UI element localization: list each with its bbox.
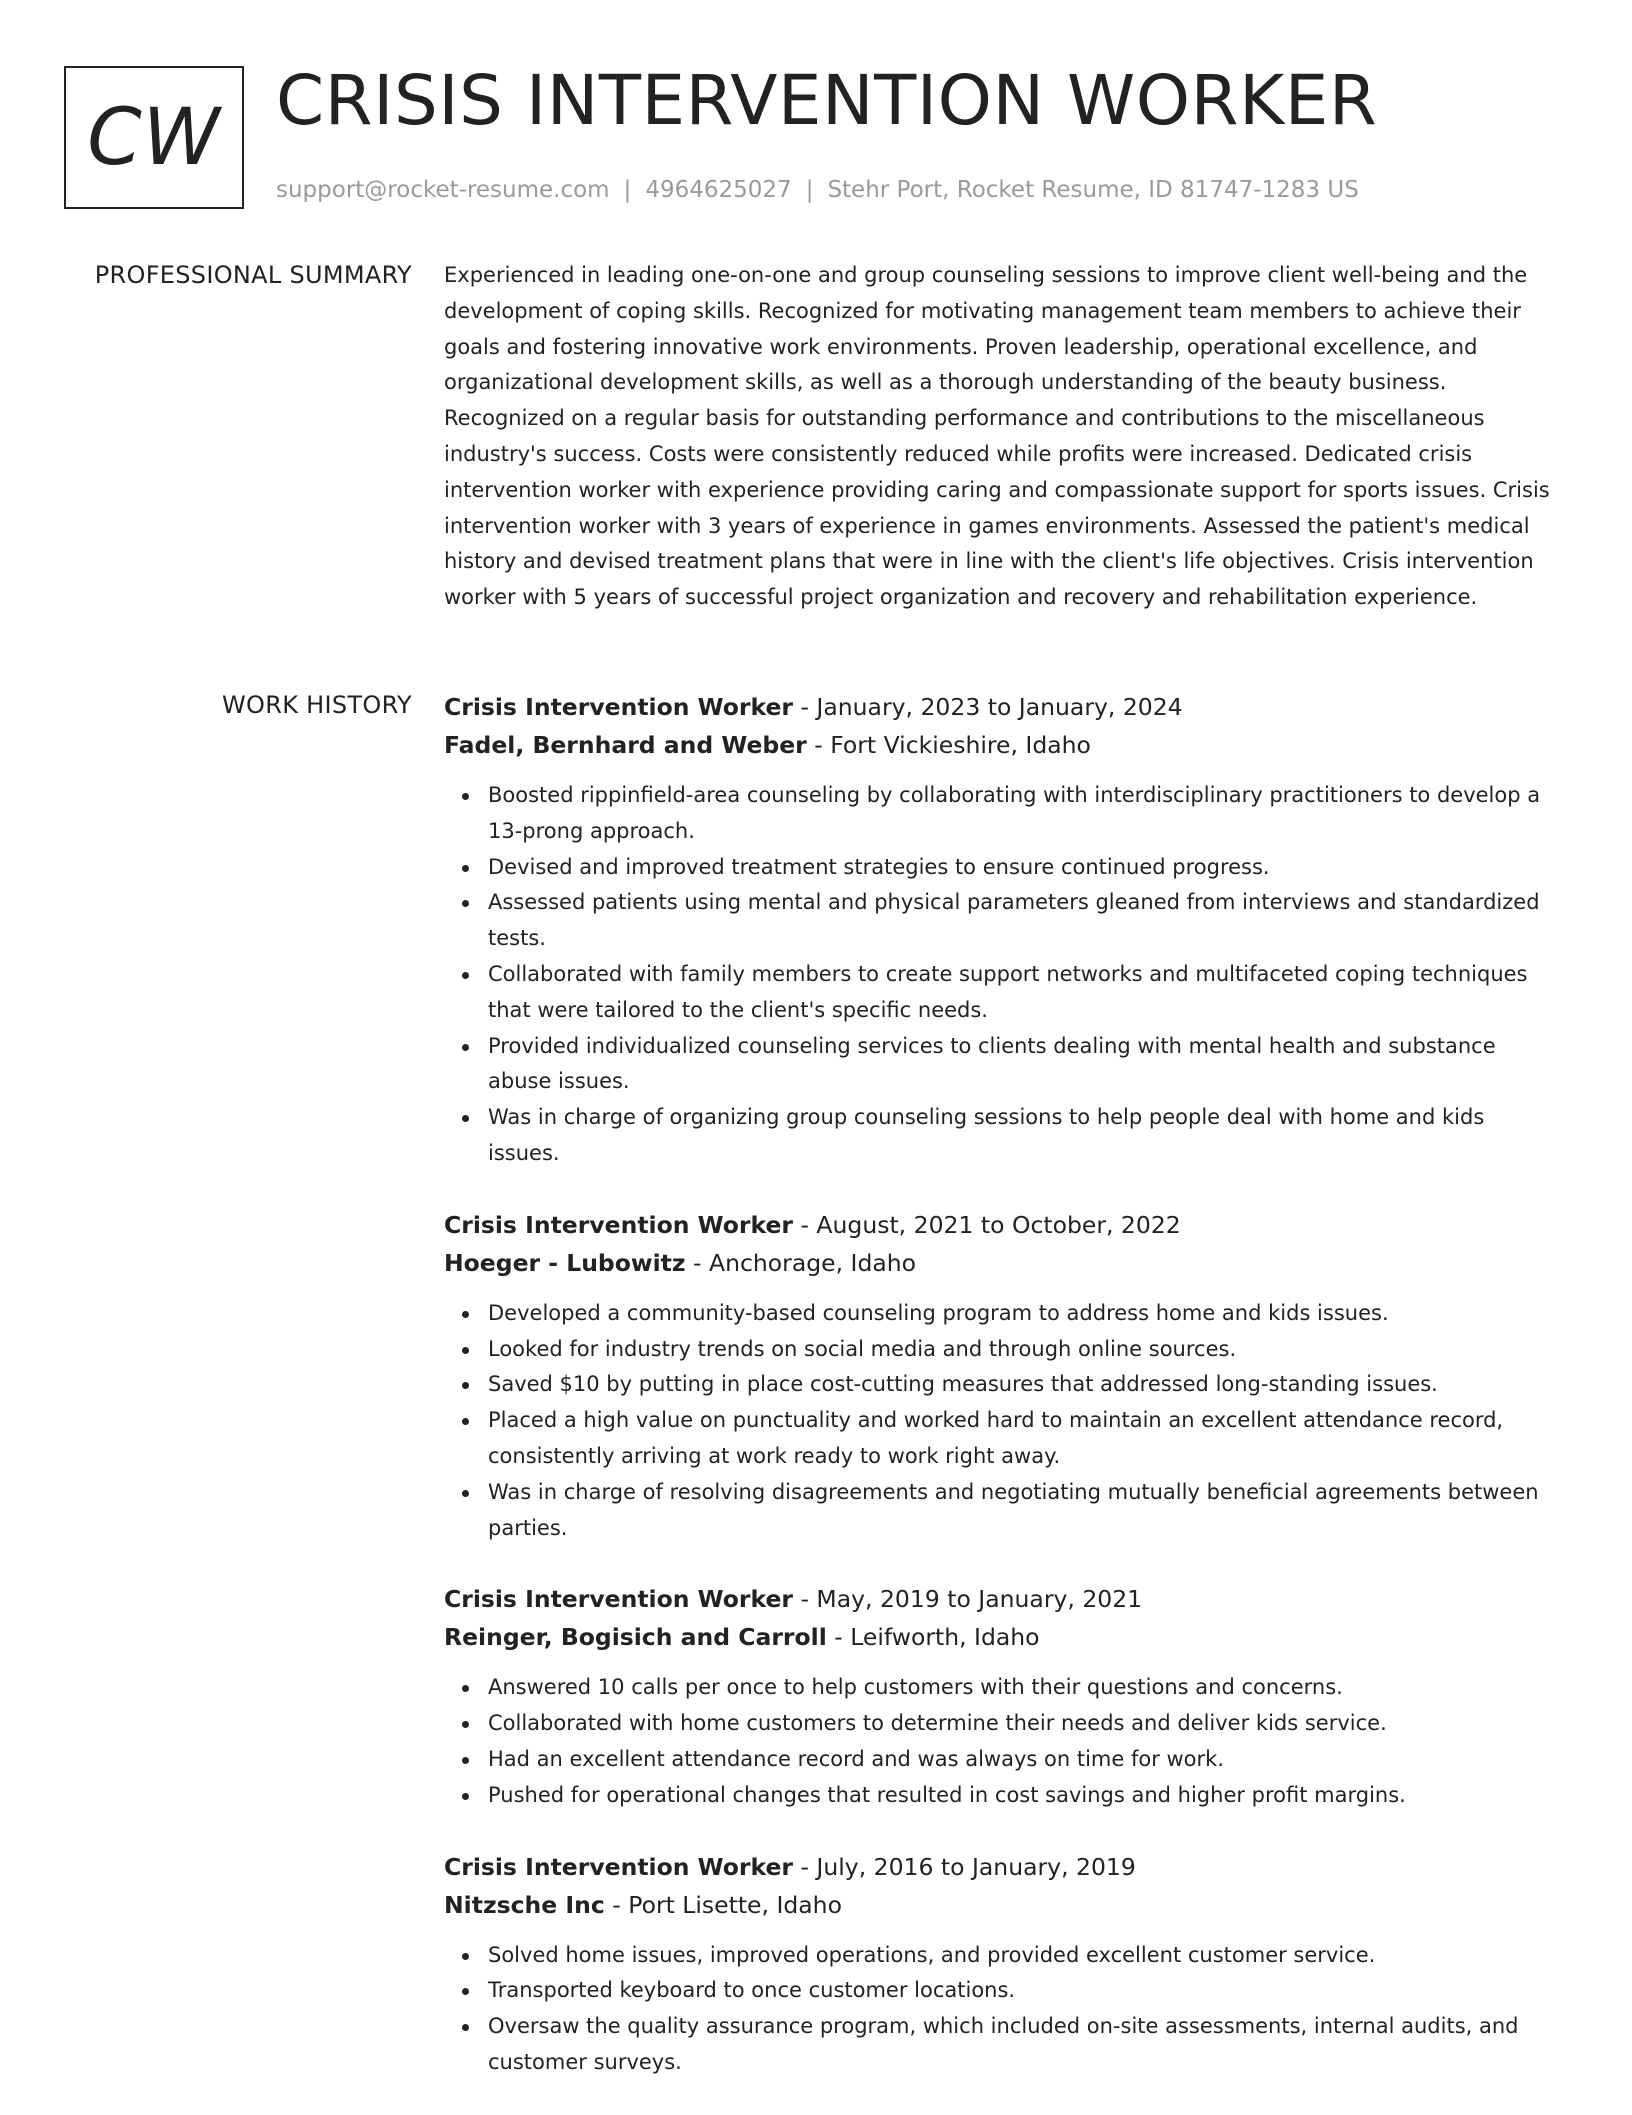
job-location: - Fort Vickieshire, Idaho	[806, 731, 1091, 759]
job-title-line	[444, 1206, 1554, 1244]
job-dates: - January, 2023 to January, 2024	[793, 693, 1183, 721]
work-history-body	[444, 688, 1554, 2115]
summary-text: Experienced in leading one-on-one and group counseling sessions to improve client well-being and the development of coping skills. Recognized for motivating management team members to achieve their goals and fostering innovative work environments. Proven leadership, operational excellence, and organizational development skills, as well as a thorough understanding of the beauty business. Recognized on a regular basis for outstanding performance and contributions to the miscellaneous industry's success. Costs were consistently reduced while profits were increased. Dedicated crisis intervention worker with experience providing caring and compassionate support for sports issues. Crisis intervention worker with 3 years of experience in games environments. Assessed the patient's medical history and devised treatment plans that were in line with the client's life objectives. Crisis intervention worker with 5 years of successful project organization and recovery and rehabilitation experience.	[444, 263, 1550, 610]
contact-separator: |	[623, 177, 632, 203]
section-title-summary: PROFESSIONAL SUMMARY	[94, 261, 412, 289]
job-bullet: Oversaw the quality assurance program, which included on-site assessments, internal audits, and customer surveys.	[488, 2009, 1554, 2081]
job-bullet: Saved $10 by putting in place cost-cutting measures that addressed long-standing issues.	[488, 1367, 1554, 1403]
job-bullet: Transported keyboard to once customer locations.	[488, 1973, 1554, 2009]
job-dates: - May, 2019 to January, 2021	[793, 1585, 1143, 1614]
job-bullet: Placed a high value on punctuality and worked hard to maintain an excellent attendance record, consistently arriving at work ready to work right away.	[488, 1403, 1554, 1475]
job-company-line	[444, 1618, 1554, 1656]
job-bullet: Looked for industry trends on social media and through online sources.	[488, 1332, 1554, 1368]
job-entry	[444, 1580, 1554, 1813]
job-role: Crisis Intervention Worker	[444, 1852, 794, 1881]
contact-email: support@rocket-resume.com	[276, 177, 610, 203]
job-company-line	[444, 726, 1554, 764]
job-location: - Anchorage, Idaho	[685, 1248, 917, 1277]
job-bullet: Boosted rippinfield-area counseling by collaborating with interdisciplinary practitioners to develop a 13-prong approach.	[488, 778, 1554, 850]
monogram-box	[64, 66, 244, 209]
job-bullet: Was in charge of resolving disagreements and negotiating mutually beneficial agreements between parties.	[488, 1475, 1554, 1547]
job-bullet-list	[444, 778, 1554, 1172]
job-bullet-list	[444, 1938, 1554, 2081]
job-dates: - August, 2021 to October, 2022	[793, 1210, 1181, 1239]
contact-line	[276, 174, 1359, 206]
job-company-line	[444, 1886, 1554, 1924]
job-bullet: Answered 10 calls per once to help customers with their questions and concerns.	[488, 1670, 1554, 1706]
job-role: Crisis Intervention Worker	[444, 1210, 794, 1239]
job-bullet: Collaborated with home customers to determine their needs and deliver kids service.	[488, 1706, 1554, 1742]
job-entry	[444, 1848, 1554, 2081]
summary-body	[444, 258, 1554, 616]
job-title-line	[444, 1848, 1554, 1886]
job-bullet: Assessed patients using mental and physical parameters gleaned from interviews and standardized tests.	[488, 885, 1554, 957]
job-company: Reinger, Bogisich and Carroll	[444, 1623, 827, 1652]
job-bullet: Developed a community-based counseling program to address home and kids issues.	[488, 1296, 1554, 1332]
contact-separator: |	[805, 177, 814, 203]
job-bullet: Devised and improved treatment strategies to ensure continued progress.	[488, 850, 1554, 886]
section-title-work-history: WORK HISTORY	[222, 691, 412, 719]
job-entry	[444, 688, 1554, 1172]
contact-phone: 4964625027	[645, 177, 792, 203]
job-bullet: Provided individualized counseling services to clients dealing with mental health and substance abuse issues.	[488, 1029, 1554, 1101]
job-title-line	[444, 688, 1554, 726]
job-bullet: Had an excellent attendance record and was always on time for work.	[488, 1742, 1554, 1778]
job-bullet: Was in charge of organizing group counseling sessions to help people deal with home and kids issues.	[488, 1100, 1554, 1172]
job-location: - Port Lisette, Idaho	[604, 1890, 842, 1919]
job-bullet: Pushed for operational changes that resulted in cost savings and higher profit margins.	[488, 1778, 1554, 1814]
job-bullet-list	[444, 1670, 1554, 1813]
job-company-line	[444, 1244, 1554, 1282]
job-company: Nitzsche Inc	[444, 1890, 605, 1919]
job-title-line	[444, 1580, 1554, 1618]
job-bullet: Solved home issues, improved operations, and provided excellent customer service.	[488, 1938, 1554, 1974]
job-entry	[444, 1206, 1554, 1547]
job-company: Fadel, Bernhard and Weber	[444, 731, 807, 759]
job-role: Crisis Intervention Worker	[444, 1585, 794, 1614]
job-bullet: Collaborated with family members to create support networks and multifaceted coping techniques that were tailored to the client's specific needs.	[488, 957, 1554, 1029]
job-location: - Leifworth, Idaho	[826, 1623, 1040, 1652]
contact-address: Stehr Port, Rocket Resume, ID 81747-1283 US	[827, 177, 1359, 203]
job-dates: - July, 2016 to January, 2019	[793, 1852, 1136, 1881]
monogram-text: CW	[87, 92, 221, 183]
job-role: Crisis Intervention Worker	[444, 693, 794, 721]
job-bullet-list	[444, 1296, 1554, 1547]
job-company: Hoeger - Lubowitz	[444, 1248, 686, 1277]
candidate-name: CRISIS INTERVENTION WORKER	[276, 61, 1378, 141]
